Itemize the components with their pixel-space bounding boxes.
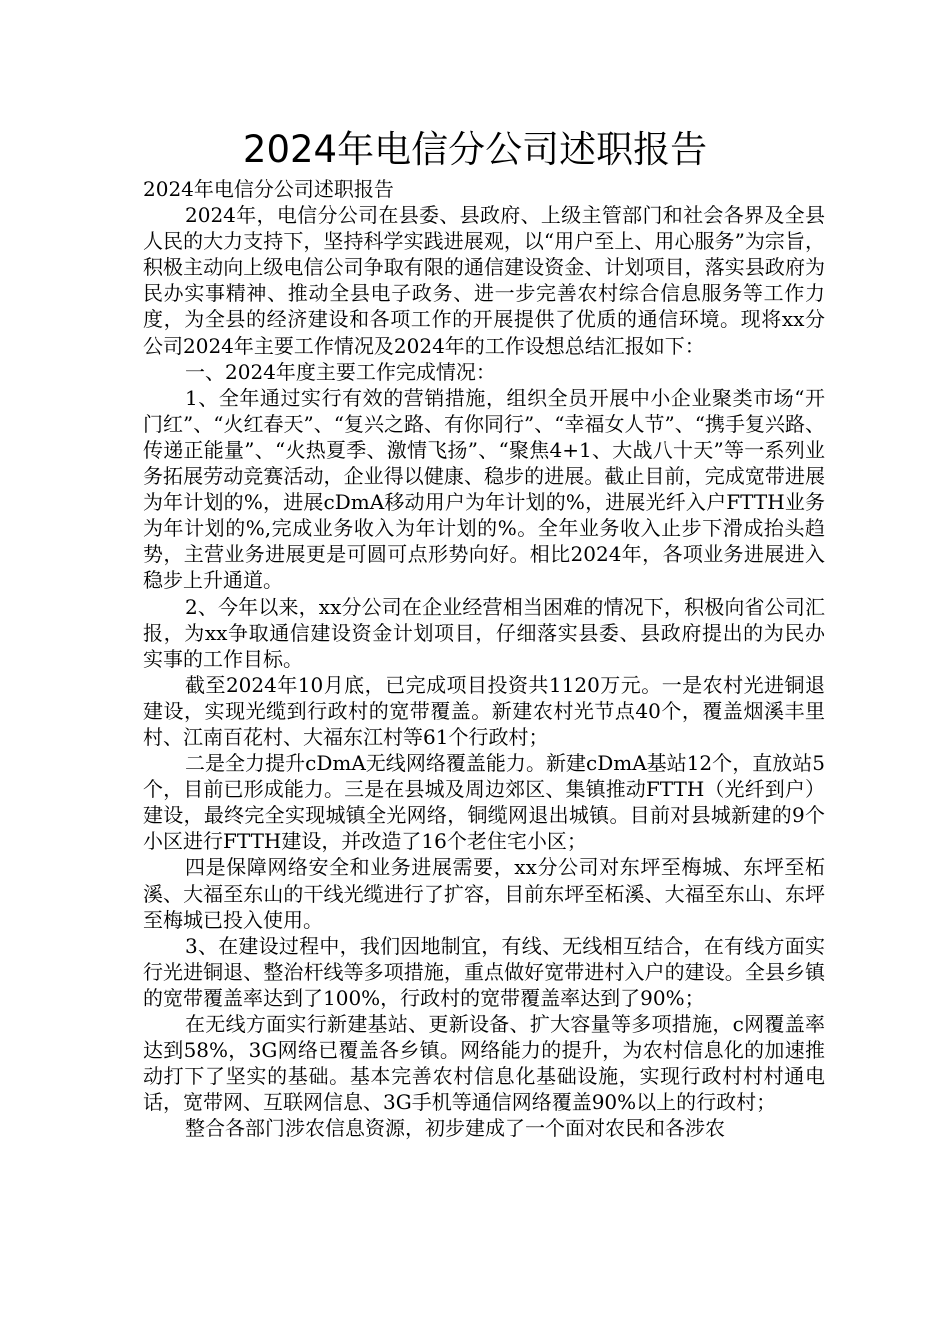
paragraph-item-2: 2、今年以来，xx分公司在企业经营相当困难的情况下，积极向省公司汇报，为xx争取通信建设资金计划项目，仔细落实县委、县政府提出的为民办实事的工作目标。 <box>143 594 825 671</box>
paragraph-item-3: 3、在建设过程中，我们因地制宜，有线、无线相互结合，在有线方面实行光进铜退、整治杆线等多项措施，重点做好宽带进村入户的建设。全县乡镇的宽带覆盖率达到了100%，行政村的宽带覆盖率达到了90%； <box>143 933 825 1010</box>
paragraph-wireless-coverage: 二是全力提升cDmA无线网络覆盖能力。新建cDmA基站12个，直放站5个，目前已形成能力。三是在县城及周边郊区、集镇推动FTTH（光纤到户）建设，最终完全实现城镇全光网络，铜缆网退出城镇。目前对县城新建的9个小区进行FTTH建设，并改造了16个老住宅小区； <box>143 751 825 854</box>
paragraph-wireless-measures: 在无线方面实行新建基站、更新设备、扩大容量等多项措施，c网覆盖率达到58%，3G网络已覆盖各乡镇。网络能力的提升，为农村信息化的加速推动打下了坚实的基础。基本完善农村信息化基础设施，实现行政村村村通电话，宽带网、互联网信息、3G手机等通信网络覆盖90%以上的行政村； <box>143 1012 825 1115</box>
section-heading: 一、2024年度主要工作完成情况： <box>185 359 496 384</box>
paragraph-resource-integration: 整合各部门涉农信息资源，初步建成了一个面对农民和各涉农 <box>185 1116 725 1141</box>
paragraph-investment: 截至2024年10月底，已完成项目投资共1120万元。一是农村光进铜退建设，实现光缆到行政村的宽带覆盖。新建农村光节点40个，覆盖烟溪丰里村、江南百花村、大福东江村等61个行政村； <box>143 672 825 749</box>
paragraph-intro: 2024年，电信分公司在县委、县政府、上级主管部门和社会各界及全县人民的大力支持下，坚持科学实践进展观，以“用户至上、用心服务”为宗旨，积极主动向上级电信公司争取有限的通信建设资金、计划项目，落实县政府为民办实事精神、推动全县电子政务、进一步完善农村综合信息服务等工作力度，为全县的经济建设和各项工作的开展提供了优质的通信环境。现将xx分公司2024年主要工作情况及2024年的工作设想总结汇报如下： <box>143 203 825 358</box>
paragraph-network-safety: 四是保障网络安全和业务进展需要，xx分公司对东坪至梅城、东坪至柘溪、大福至东山的干线光缆进行了扩容，目前东坪至柘溪、大福至东山、东坪至梅城已投入使用。 <box>143 855 825 932</box>
document-title: 2024年电信分公司述职报告 <box>242 128 708 171</box>
paragraph-item-1: 1、全年通过实行有效的营销措施，组织全员开展中小企业聚类市场“开门红”、“火红春天”、“复兴之路、有你同行”、“幸福女人节”、“携手复兴路、传递正能量”、“火热夏季、激情飞扬”、“聚焦4+1、大战八十天”等一系列业务拓展劳动竞赛活动，企业得以健康、稳步的进展。截止目前，完成宽带进展为年计划的%，进展cDmA移动用户为年计划的%，进展光纤入户FTTH业务为年计划的%,完成业务收入为年计划的%。全年业务收入止步下滑成抬头趋势，主营业务进展更是可圆可点形势向好。相比2024年，各项业务进展进入稳步上升通道。 <box>143 385 825 593</box>
document-subtitle: 2024年电信分公司述职报告 <box>143 177 394 201</box>
document-body <box>143 176 825 1141</box>
